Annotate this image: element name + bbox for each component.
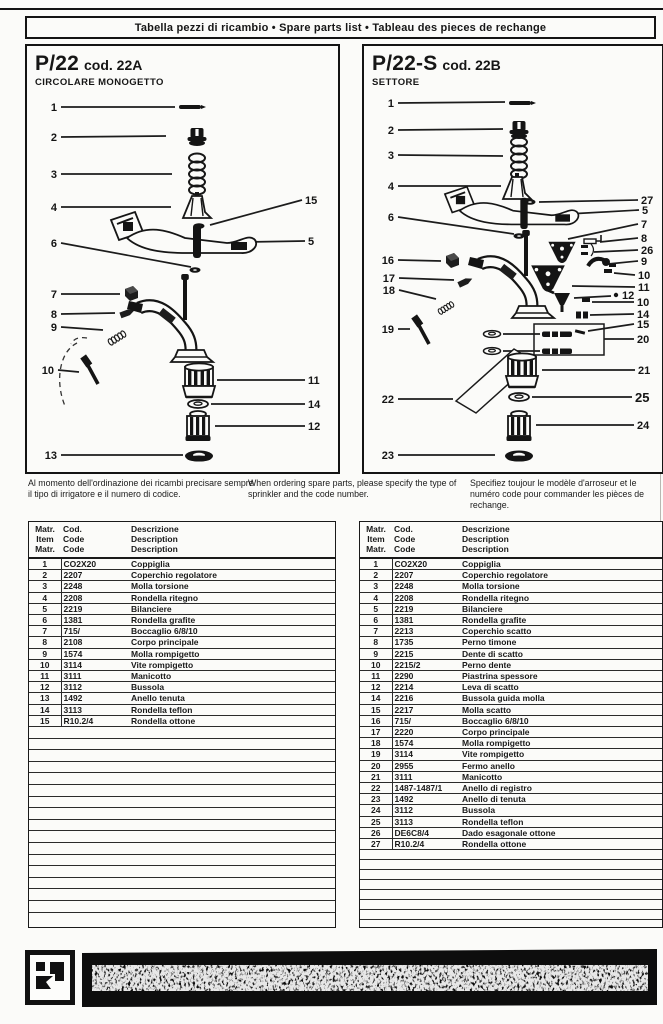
callout-1: 1 — [50, 102, 57, 114]
cell-code: 3114 — [392, 749, 460, 760]
cell-description: Vite rompigetto — [460, 749, 662, 760]
empty-row — [29, 761, 335, 773]
empty-row — [360, 880, 662, 890]
callout-10a: 10 — [638, 270, 651, 282]
cell-description: Bussola — [460, 805, 662, 816]
table-header — [360, 522, 662, 558]
cell-description: Molla torsione — [129, 581, 335, 592]
cell-code: 2208 — [392, 592, 460, 603]
table-row — [360, 626, 662, 637]
cell-code: 1735 — [392, 637, 460, 648]
table-row — [29, 682, 335, 693]
table-row — [360, 760, 662, 771]
cell-description: Vite rompigetto — [129, 659, 335, 670]
cell-code: CO2X20 — [61, 558, 129, 570]
callout-4: 4 — [387, 181, 394, 193]
cell-item: 3 — [360, 581, 392, 592]
cell-item: 15 — [29, 715, 61, 726]
table-row — [360, 827, 662, 838]
screws-part — [581, 244, 594, 256]
cell-description: Rondella grafite — [129, 615, 335, 626]
callout-22: 22 — [381, 394, 394, 406]
col-header-code: Cod. Code Code — [392, 522, 460, 558]
cell-description: Boccaglio 6/8/10 — [129, 626, 335, 637]
cell-code: 3114 — [61, 659, 129, 670]
empty-row — [29, 900, 335, 912]
cell-item: 24 — [360, 805, 392, 816]
table-row — [29, 715, 335, 726]
cell-item: 1 — [29, 558, 61, 570]
callout-3: 3 — [387, 150, 394, 162]
cell-description: Dente di scatto — [460, 648, 662, 659]
cell-code: 2207 — [392, 570, 460, 581]
empty-row — [360, 860, 662, 870]
cell-code: 1381 — [61, 615, 129, 626]
table-row — [29, 637, 335, 648]
cell-item: 22 — [360, 783, 392, 794]
callout-12: 12 — [622, 290, 635, 302]
page-header — [25, 16, 656, 39]
cone-part — [545, 289, 570, 312]
table-row — [360, 738, 662, 749]
model-name: P/22 — [35, 52, 79, 75]
table-row — [29, 693, 335, 704]
cell-item: 7 — [360, 626, 392, 637]
cell-code: 1492 — [392, 794, 460, 805]
empty-row — [360, 910, 662, 920]
callout-7: 7 — [50, 289, 57, 301]
callout-15: 15 — [305, 195, 318, 207]
callout-11: 11 — [638, 282, 650, 294]
cell-description: Rondella teflon — [129, 704, 335, 715]
cell-item: 14 — [360, 693, 392, 704]
cell-description: Molla scatto — [460, 704, 662, 715]
table-row — [360, 603, 662, 614]
page-title: Tabella pezzi di ricambio • Spare parts list • Tableau des pieces de rechange — [134, 21, 547, 34]
ordering-note-italian: Al momento dell'ordinazione dei ricambi precisare sempre il tipo di irrigatore e il numero di codice. — [28, 478, 254, 499]
cell-description: Anello di tenuta — [460, 794, 662, 805]
cell-description: Coperchio regolatore — [129, 570, 335, 581]
cell-item: 6 — [29, 615, 61, 626]
table-row — [360, 704, 662, 715]
empty-row — [29, 866, 335, 878]
cell-description: Molla rompigetto — [129, 648, 335, 659]
table-row — [29, 592, 335, 603]
cell-code: 715/ — [392, 715, 460, 726]
bracket-part — [584, 235, 601, 244]
table-row — [29, 558, 335, 570]
table-row — [29, 615, 335, 626]
cell-description: Boccaglio 6/8/10 — [460, 715, 662, 726]
lever-part — [588, 258, 616, 267]
empty-row — [29, 808, 335, 820]
parts — [60, 105, 257, 462]
cell-code: 2217 — [392, 704, 460, 715]
empty-row — [360, 850, 662, 860]
table-row — [360, 570, 662, 581]
cell-item: 5 — [29, 603, 61, 614]
empty-row — [29, 773, 335, 785]
cell-item: 12 — [360, 682, 392, 693]
col-header-description: Descrizione Description Description — [129, 522, 335, 558]
cell-description: Coppiglia — [460, 558, 662, 570]
cell-item: 18 — [360, 738, 392, 749]
cell-code: R10.2/4 — [392, 839, 460, 850]
callout-6: 6 — [50, 238, 57, 250]
cell-description: Coppiglia — [129, 558, 335, 570]
col-header-item: Matr. Item Matr. — [29, 522, 61, 558]
table-row — [29, 704, 335, 715]
empty-row — [29, 738, 335, 750]
cell-code: 2220 — [392, 727, 460, 738]
cell-description: Rondella teflon — [460, 816, 662, 827]
cell-item: 21 — [360, 771, 392, 782]
table-row — [360, 648, 662, 659]
table-row — [360, 794, 662, 805]
col-header-item: Matr. Item Matr. — [360, 522, 392, 558]
cell-code: 1487-1487/1 — [392, 783, 460, 794]
callout-9: 9 — [641, 256, 648, 268]
cell-code: 3113 — [61, 704, 129, 715]
table-row — [360, 693, 662, 704]
cell-description: Dado esagonale ottone — [460, 827, 662, 838]
cell-item: 5 — [360, 603, 392, 614]
table-row — [360, 682, 662, 693]
leader-lines — [58, 107, 305, 455]
callout-14: 14 — [637, 309, 650, 321]
cell-code: 2108 — [61, 637, 129, 648]
empty-row — [29, 819, 335, 831]
cell-description: Manicotto — [129, 671, 335, 682]
cell-description: Bilanciere — [460, 603, 662, 614]
empty-row — [360, 900, 662, 910]
callout-24: 24 — [637, 420, 650, 432]
cell-description: Rondella ottone — [460, 839, 662, 850]
cell-item: 20 — [360, 760, 392, 771]
table-row — [360, 615, 662, 626]
callout-11: 11 — [308, 375, 320, 387]
cell-item: 16 — [360, 715, 392, 726]
cell-code: 2248 — [61, 581, 129, 592]
callout-6: 6 — [387, 212, 394, 224]
cell-item: 2 — [360, 570, 392, 581]
table-row — [360, 839, 662, 850]
callout-7: 7 — [641, 219, 648, 231]
table-row — [360, 816, 662, 827]
model-code: cod. 22A — [84, 57, 143, 73]
cell-description: Bilanciere — [129, 603, 335, 614]
panel-p22s-title — [372, 52, 501, 88]
table-header — [29, 522, 335, 558]
cell-item: 23 — [360, 794, 392, 805]
empty-row — [29, 727, 335, 739]
table-row — [360, 727, 662, 738]
callout-1: 1 — [387, 98, 394, 110]
callout-25: 25 — [635, 390, 650, 405]
table-row — [29, 626, 335, 637]
callout-16: 16 — [381, 255, 394, 267]
callout-5: 5 — [308, 236, 315, 248]
cell-description: Rondella ritegno — [129, 592, 335, 603]
table-row — [360, 805, 662, 816]
cell-description: Molla rompigetto — [460, 738, 662, 749]
panel-p22-title — [35, 52, 164, 88]
callout-4: 4 — [50, 202, 57, 214]
cell-item: 6 — [360, 615, 392, 626]
cell-code: 3111 — [61, 671, 129, 682]
table-row — [29, 671, 335, 682]
callout-8: 8 — [50, 309, 57, 321]
cell-description: Rondella grafite — [460, 615, 662, 626]
callout-labels — [42, 102, 321, 462]
empty-row — [360, 870, 662, 880]
cell-item: 12 — [29, 682, 61, 693]
cell-item: 27 — [360, 839, 392, 850]
callout-26: 26 — [641, 245, 654, 257]
cell-description: Piastrina spessore — [460, 671, 662, 682]
callout-27: 27 — [641, 195, 654, 207]
exploded-diagram-p22 — [27, 46, 338, 472]
cell-code: 2214 — [392, 682, 460, 693]
empty-row — [29, 889, 335, 901]
cell-description: Rondella ottone — [129, 715, 335, 726]
cell-item: 1 — [360, 558, 392, 570]
cell-item: 2 — [29, 570, 61, 581]
cell-code: 2213 — [392, 626, 460, 637]
cell-item: 4 — [360, 592, 392, 603]
cell-item: 7 — [29, 626, 61, 637]
model-subtitle: CIRCOLARE MONOGETTO — [35, 77, 164, 88]
callout-14: 14 — [308, 399, 321, 411]
cell-item: 10 — [360, 659, 392, 670]
cell-code: 2955 — [392, 760, 460, 771]
empty-row — [29, 877, 335, 889]
callout-2: 2 — [387, 125, 394, 137]
callout-10: 10 — [41, 365, 54, 377]
cell-item: 25 — [360, 816, 392, 827]
callout-2: 2 — [50, 132, 57, 144]
cell-code: 2290 — [392, 671, 460, 682]
cell-code: 715/ — [61, 626, 129, 637]
cell-code: 1574 — [392, 738, 460, 749]
table-row — [29, 659, 335, 670]
brand-logo — [25, 950, 75, 1008]
table-row — [360, 783, 662, 794]
cell-item: 9 — [360, 648, 392, 659]
empty-row — [29, 842, 335, 854]
cell-code: 2219 — [61, 603, 129, 614]
table-row — [29, 570, 335, 581]
cell-description: Fermo anello — [460, 760, 662, 771]
model-name: P/22-S — [372, 52, 438, 75]
cell-item: 4 — [29, 592, 61, 603]
table-row — [29, 581, 335, 592]
callout-3: 3 — [50, 169, 57, 181]
cell-code: 1574 — [61, 648, 129, 659]
cell-code: 2215 — [392, 648, 460, 659]
cell-description: Corpo principale — [129, 637, 335, 648]
cell-code: 3112 — [392, 805, 460, 816]
cell-code: DE6C8/4 — [392, 827, 460, 838]
address-strip — [82, 949, 657, 1009]
callout-18: 18 — [382, 285, 395, 297]
cell-item: 11 — [360, 671, 392, 682]
empty-row — [29, 785, 335, 797]
callout-17: 17 — [382, 273, 395, 285]
cell-item: 13 — [29, 693, 61, 704]
cell-item: 8 — [360, 637, 392, 648]
parts-table-p22 — [28, 521, 336, 928]
cell-description: Bussola — [129, 682, 335, 693]
cell-description: Molla torsione — [460, 581, 662, 592]
cell-code: 1381 — [392, 615, 460, 626]
cell-code: 2219 — [392, 603, 460, 614]
callout-5: 5 — [642, 205, 649, 217]
cell-description: Manicotto — [460, 771, 662, 782]
cell-item: 26 — [360, 827, 392, 838]
cell-description: Corpo principale — [460, 727, 662, 738]
table-row — [360, 659, 662, 670]
cell-item: 3 — [29, 581, 61, 592]
cell-item: 19 — [360, 749, 392, 760]
panel-p22 — [25, 44, 340, 474]
cyl-part — [576, 312, 588, 319]
cell-description: Anello di registro — [460, 783, 662, 794]
cell-code: 2248 — [392, 581, 460, 592]
cell-code: 2207 — [61, 570, 129, 581]
cell-code: 1492 — [61, 693, 129, 704]
model-code: cod. 22B — [442, 57, 501, 73]
table-row — [360, 592, 662, 603]
cell-code: 2216 — [392, 693, 460, 704]
exploded-diagram-p22s — [364, 46, 662, 472]
table-row — [360, 581, 662, 592]
pin-a — [542, 332, 572, 338]
cell-description: Rondella ritegno — [460, 592, 662, 603]
pin-b — [542, 349, 572, 355]
callout-9: 9 — [50, 322, 57, 334]
callout-19: 19 — [381, 324, 394, 336]
cell-item: 10 — [29, 659, 61, 670]
table-row — [29, 648, 335, 659]
empty-row — [29, 750, 335, 762]
cell-description: Leva di scatto — [460, 682, 662, 693]
table-row — [360, 749, 662, 760]
table-row — [360, 715, 662, 726]
top-rule — [0, 8, 663, 10]
cell-item: 15 — [360, 704, 392, 715]
table-row — [360, 558, 662, 570]
callout-8: 8 — [641, 233, 648, 245]
table-row — [360, 771, 662, 782]
callout-10b: 10 — [637, 297, 650, 309]
col-header-code: Cod. Code Code — [61, 522, 129, 558]
cell-item: 9 — [29, 648, 61, 659]
table-row — [29, 603, 335, 614]
empty-row — [29, 796, 335, 808]
cell-description: Coperchio regolatore — [460, 570, 662, 581]
callout-21: 21 — [638, 365, 651, 377]
table-row — [360, 637, 662, 648]
cell-item: 11 — [29, 671, 61, 682]
cell-code: 3113 — [392, 816, 460, 827]
cell-description: Perno timone — [460, 637, 662, 648]
cell-item: 17 — [360, 727, 392, 738]
parts-table-p22s — [359, 521, 663, 928]
model-subtitle: SETTORE — [372, 77, 420, 88]
cell-code: CO2X20 — [392, 558, 460, 570]
cell-description: Perno dente — [460, 659, 662, 670]
col-header-description: Descrizione Description Description — [460, 522, 662, 558]
empty-row — [360, 890, 662, 900]
empty-row — [29, 854, 335, 866]
cell-code: 3112 — [61, 682, 129, 693]
cell-code: 3111 — [392, 771, 460, 782]
empty-row — [29, 831, 335, 843]
ordering-note-french: Specifiez toujour le modèle d'arroseur et le numéro code pour commander les pièces de rechange. — [470, 478, 645, 510]
cell-item: 8 — [29, 637, 61, 648]
cell-description: Bussola guida molla — [460, 693, 662, 704]
callout-12: 12 — [308, 421, 321, 433]
callout-20: 20 — [637, 334, 650, 346]
panel-p22s — [362, 44, 663, 474]
ordering-note-english: When ordering spare parts, please specify the type of sprinkler and the code number. — [248, 478, 457, 499]
cell-code: 2208 — [61, 592, 129, 603]
callout-13: 13 — [44, 450, 57, 462]
cell-code: R10.2/4 — [61, 715, 129, 726]
cell-code: 2215/2 — [392, 659, 460, 670]
cell-item: 14 — [29, 704, 61, 715]
table-row — [360, 671, 662, 682]
callout-23: 23 — [381, 450, 394, 462]
cell-description: Anello tenuta — [129, 693, 335, 704]
callout-15: 15 — [637, 319, 650, 331]
cell-description: Coperchio scatto — [460, 626, 662, 637]
